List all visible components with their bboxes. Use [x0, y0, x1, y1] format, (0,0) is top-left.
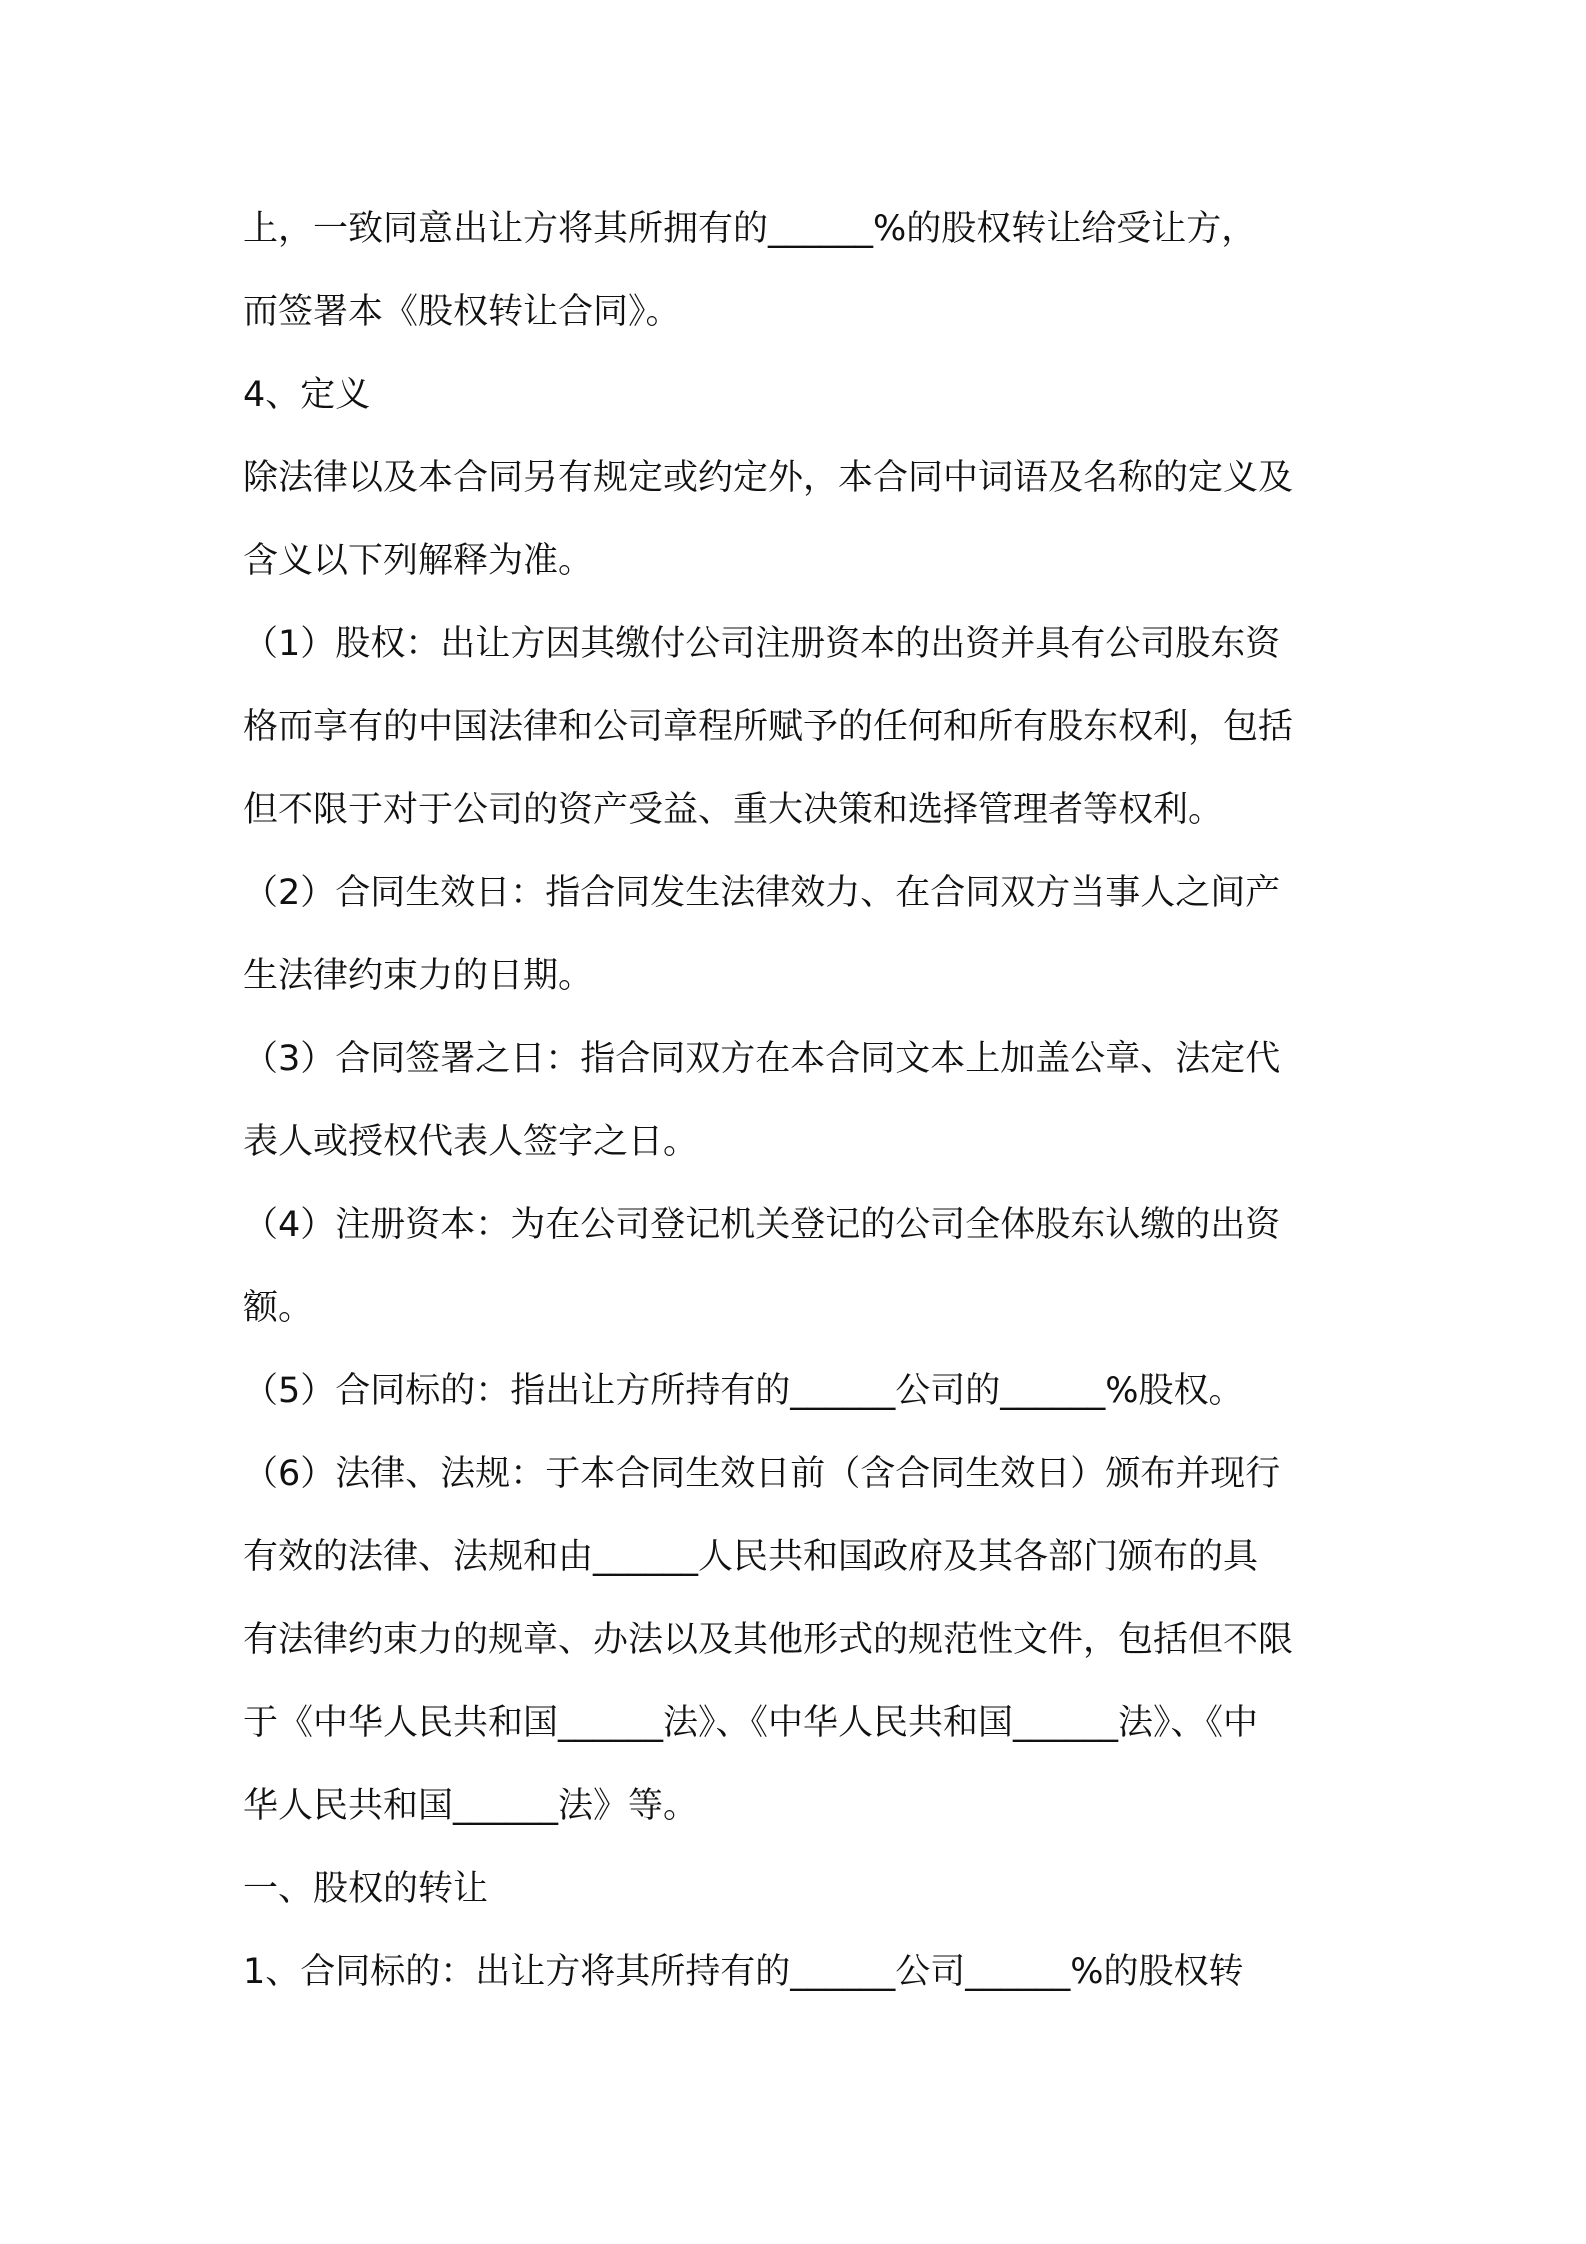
text-line: 含义以下列解释为准。: [243, 541, 594, 581]
section-heading: 4、定义: [243, 375, 371, 415]
section-heading: 一、股权的转让: [243, 1869, 489, 1909]
definition-item: （1）股权：出让方因其缴付公司注册资本的出资并具有公司股东资: [243, 624, 1281, 664]
text-line: 华人民共和国______法》等。: [243, 1786, 699, 1826]
clause-line: 1、合同标的：出让方将其所持有的______公司______%的股权转: [243, 1952, 1244, 1992]
text-line: 于《中华人民共和国______法》、《中华人民共和国______法》、《中: [243, 1703, 1259, 1743]
text-line: 有法律约束力的规章、办法以及其他形式的规范性文件，包括但不限: [243, 1620, 1294, 1660]
definition-item: （6）法律、法规：于本合同生效日前（含合同生效日）颁布并现行: [243, 1454, 1281, 1494]
definition-item: （5）合同标的：指出让方所持有的______公司的______%股权。: [243, 1371, 1244, 1411]
text-line: 除法律以及本合同另有规定或约定外，本合同中词语及名称的定义及: [243, 458, 1294, 498]
text-line: 格而享有的中国法律和公司章程所赋予的任何和所有股东权利，包括: [243, 707, 1294, 747]
text-line: 而签署本《股权转让合同》。: [243, 292, 681, 332]
text-line: 额。: [243, 1288, 314, 1328]
text-line: 上，一致同意出让方将其所拥有的______%的股权转让给受让方，: [243, 209, 1257, 249]
text-line: 生法律约束力的日期。: [243, 956, 594, 996]
text-line: 但不限于对于公司的资产受益、重大决策和选择管理者等权利。: [243, 790, 1224, 830]
definition-item: （2）合同生效日：指合同发生法律效力、在合同双方当事人之间产: [243, 873, 1281, 913]
text-line: 表人或授权代表人签字之日。: [243, 1122, 699, 1162]
definition-item: （3）合同签署之日：指合同双方在本合同文本上加盖公章、法定代: [243, 1039, 1281, 1079]
definition-item: （4）注册资本：为在公司登记机关登记的公司全体股东认缴的出资: [243, 1205, 1281, 1245]
text-line: 有效的法律、法规和由______人民共和国政府及其各部门颁布的具: [243, 1537, 1259, 1577]
